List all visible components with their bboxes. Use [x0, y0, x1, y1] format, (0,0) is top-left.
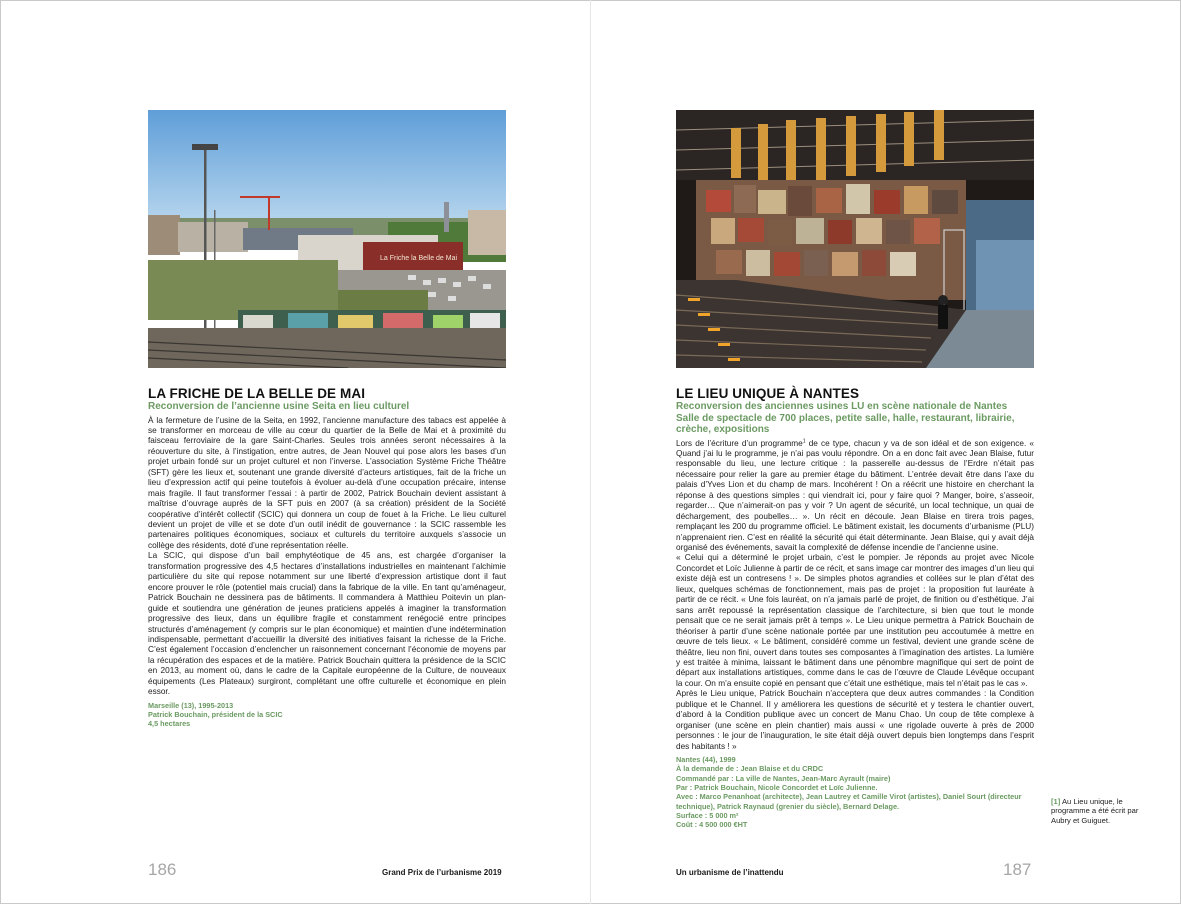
project-collaborators-cont: technique), Patrick Raynaud (grenier du siècle), Bernard Delage.	[676, 801, 900, 811]
footnote-text: Au Lieu unique, le programme a été écrit par Aubry et Guiguet.	[1051, 797, 1139, 825]
footnote-marker: [1]	[1051, 797, 1061, 806]
running-title-left: Grand Prix de l’urbanisme 2019	[382, 868, 502, 877]
running-title-right: Un urbanisme de l’inattendu	[676, 868, 784, 877]
left-article	[148, 386, 506, 729]
subtitle-line: Salle de spectacle de 700 places, petite salle, halle, restaurant, librairie,	[676, 412, 1015, 424]
page-number-right: 187	[1003, 860, 1032, 879]
lieu-unique-photo	[676, 110, 1034, 368]
project-area: 4,5 hectares	[148, 719, 191, 729]
article-body	[676, 439, 1034, 753]
project-info	[148, 701, 506, 729]
project-client: À la demande de : Jean Blaise et du CRDC	[676, 764, 824, 774]
project-location: Marseille (13), 1995-2013	[148, 700, 234, 710]
paragraph: La SCIC, qui dispose d’un bail emphytéotique de 45 ans, est chargée d’organiser la transformation progressive des 4,5 hectares d’installations industrielles en maintenant l’alchimie particulière du site qui repose notamment sur une liberté d’expression artistique dont il faut encore prouver le rôle (potentiel mais crucial) dans la fabrique de la ville. En tant qu’aménageur, Patrick Bouchain ne dessinera pas de bâtiments. Il commandera à Matthieu Poitevin un plan-guide et soutiendra une génération de jeunes praticiens appelés à imaginer la transformation progressive des lieux, dans un équilibre fragile et constamment renégocié entre principes structurés d’aménagement (y compris sur le plan économique) et maintien d’une indétermination indispensable, permettant d’accueillir la diversité des initiatives faisant la richesse de la Friche. C’est également l’occasion d’enclencher un raisonnement concernant l’économie de moyens par la récupération des espaces et de la matière. Patrick Bouchain quittera la présidence de la SCIC en 2013, au moment où, dans le cadre de la Capitale européenne de la Culture, de nouveaux équipements (Les Plateaux) surgiront, complétant une offre culturelle et économique en plein essor.	[148, 551, 506, 697]
project-info	[676, 755, 1034, 829]
article-title: LE LIEU UNIQUE À NANTES	[676, 386, 860, 401]
article-subtitle	[676, 401, 1034, 436]
page-number-left: 186	[148, 860, 177, 879]
paragraph-text: Lors de l’écriture d’un programme	[676, 438, 803, 448]
paragraph: À la fermeture de l’usine de la Seita, en 1992, l’ancienne manufacture des tabacs est appelée à se transformer en morceau de ville au cœur du quartier de la Belle de Mai et à proximité du faisceau ferroviaire de la gare Saint-Charles. Seules trois années seront nécessaires à la réouverture du site, à l’instigation, entre autres, de Jean Nouvel qui pose alors les bases d’un projet urbain fondé sur un projet culturel et non l’inverse. L’association Système Friche Théâtre (SFT) gère les lieux et, soutenant une grande diversité d’acteurs artistiques, fait de la friche un lieu d’expression actif qui peine toutefois à évoluer au-delà d’une occupation précaire, intense mais fragile. Il faut transformer l’essai : à partir de 2002, Patrick Bouchain devient assistant à maîtrise d’ouvrage auprès de la SFT puis en 2007 (à sa création) président de la Société coopérative d’intérêt collectif (SCIC) qui donnera un coup de fouet à la Friche. Le lieu culturel devient un projet de ville et se dote d’un outil inédit de gouvernance : la SCIC rassemble les partenaires politiques économiques, sociaux et culturels du territoire auxquels s’associe un collège des résidents, doté d’une représentation réelle.	[148, 415, 506, 550]
paragraph-text: de ce type, chacun y va de son idéal et de son exigence. « Quand j’ai lu le programme, je n’ai pas voulu répondre. On a en donc fait avec Jean Blaise, futur responsable du lieu, une lecture critique : la passerelle au-dessus de l’Erdre n’était pas nécessaire pour relier la gare au premier étage du bâtiment. L’entrée devait être dans l’axe du palais d’Yves Lion et du champ de mars. Incohérent ! On a réécrit une histoire en cherchant la réponse à des questions simples : qui viendrait ici, pour y faire quoi ? Manger, boire, s’asseoir, regarder… Que n’aimerait-on pas y voir ? Un agent de sécurité, un local technique, un quai de déchargement, des poubelles… ». Un récit en découle. Jean Blaise en tirera trois pages, remplaçant les 200 du programme officiel. Le bâtiment existait, les documents d’urbanisme (PLU) n’apprenaient rien. C’est en réalité la sécurité qui était déterminante. Jean Blaise, qui y avait déjà organisé des événements, savait la complexité de défense incendie de l’ancienne usine.	[676, 438, 1034, 553]
right-article	[676, 386, 1034, 829]
footnote	[1051, 797, 1151, 825]
project-location: Nantes (44), 1999	[676, 755, 736, 765]
paragraph: « Celui qui a déterminé le projet urbain, c’est le pompier. Je réponds au projet avec Nicole Concordet et Loïc Julienne à partir de ce récit, et sans image car montrer des images d’un lieu qui existe déjà est un contresens ! ». De simples photos agrandies et collées sur le plan d’état des lieux, quelques schémas de fonctionnement, mais pas de projet : la proposition fut lauréate à partir de ce récit. « Une fois lauréat, on n’a jamais parlé de projet, de finition ou d’esthétique. J’ai sans arrêt repoussé la représentation classique de l’architecture, si bien que tout le monde pensait que ce ne serait jamais prêt à temps ». Le Lieu unique permettra à Patrick Bouchain de théoriser à partir d’une scène nationale portée par une institution peu accoutumée à mettre en œuvre de tels lieux. « Le bâtiment, considéré comme un festival, devient une grande scène de théâtre, lieu non fini, ouvert dans toutes ses composantes à l’imagination des artistes. La lumière y est traitée à minima, laissant le bâtiment dans une pénombre magnifique qui sert de point de départ aux installations artistiques, comme dans le cas de l’œuvre de Claude Lévêque occupant la cour. On m’a ensuite copié en pensant que c’était une esthétique, mais tel n’était pas le cas ».	[676, 553, 1034, 688]
article-subtitle: Reconversion de l’ancienne usine Seita en lieu culturel	[148, 401, 410, 412]
project-collaborators: Avec : Marco Penanhoat (architecte), Jean Lautrey et Camille Virot (artistes), Daniel Sourt (directeur	[676, 792, 1022, 802]
paragraph: Après le Lieu unique, Patrick Bouchain n’acceptera que deux autres commandes : la Condition publique et le Channel. Il y améliorera les questions de sécurité et y testera le chantier ouvert, d’abord à la Condition publique avec un concert de Manu Chao. Un coup de tête complexe à organiser (une scène en plein chantier) mais aussi « une rigolade ouverte à près de 2000 personnes : le jour de l’inauguration, le site était déjà ouvert depuis bien longtemps dans l’esprit des habitants ! »	[676, 689, 1034, 751]
book-spine	[590, 0, 591, 904]
project-author: Patrick Bouchain, président de la SCIC	[148, 710, 283, 720]
project-cost: Coût : 4 500 000 €HT	[676, 820, 748, 830]
svg-text:La Friche la Belle de Mai: La Friche la Belle de Mai	[380, 255, 458, 262]
subtitle-line: crèche, expositions	[676, 424, 770, 435]
paragraph	[676, 439, 1034, 554]
project-commissioner: Commandé par : La ville de Nantes, Jean-Marc Ayrault (maire)	[676, 773, 891, 783]
article-title: LA FRICHE DE LA BELLE DE MAI	[148, 386, 366, 401]
subtitle-line: Reconversion des anciennes usines LU en scène nationale de Nantes	[676, 401, 1008, 412]
friche-belle-de-mai-photo	[148, 110, 506, 368]
project-designers: Par : Patrick Bouchain, Nicole Concordet et Loïc Julienne.	[676, 782, 878, 792]
project-surface: Surface : 5 000 m²	[676, 810, 739, 820]
footnote-ref: 1	[802, 437, 806, 444]
article-body	[148, 416, 506, 698]
